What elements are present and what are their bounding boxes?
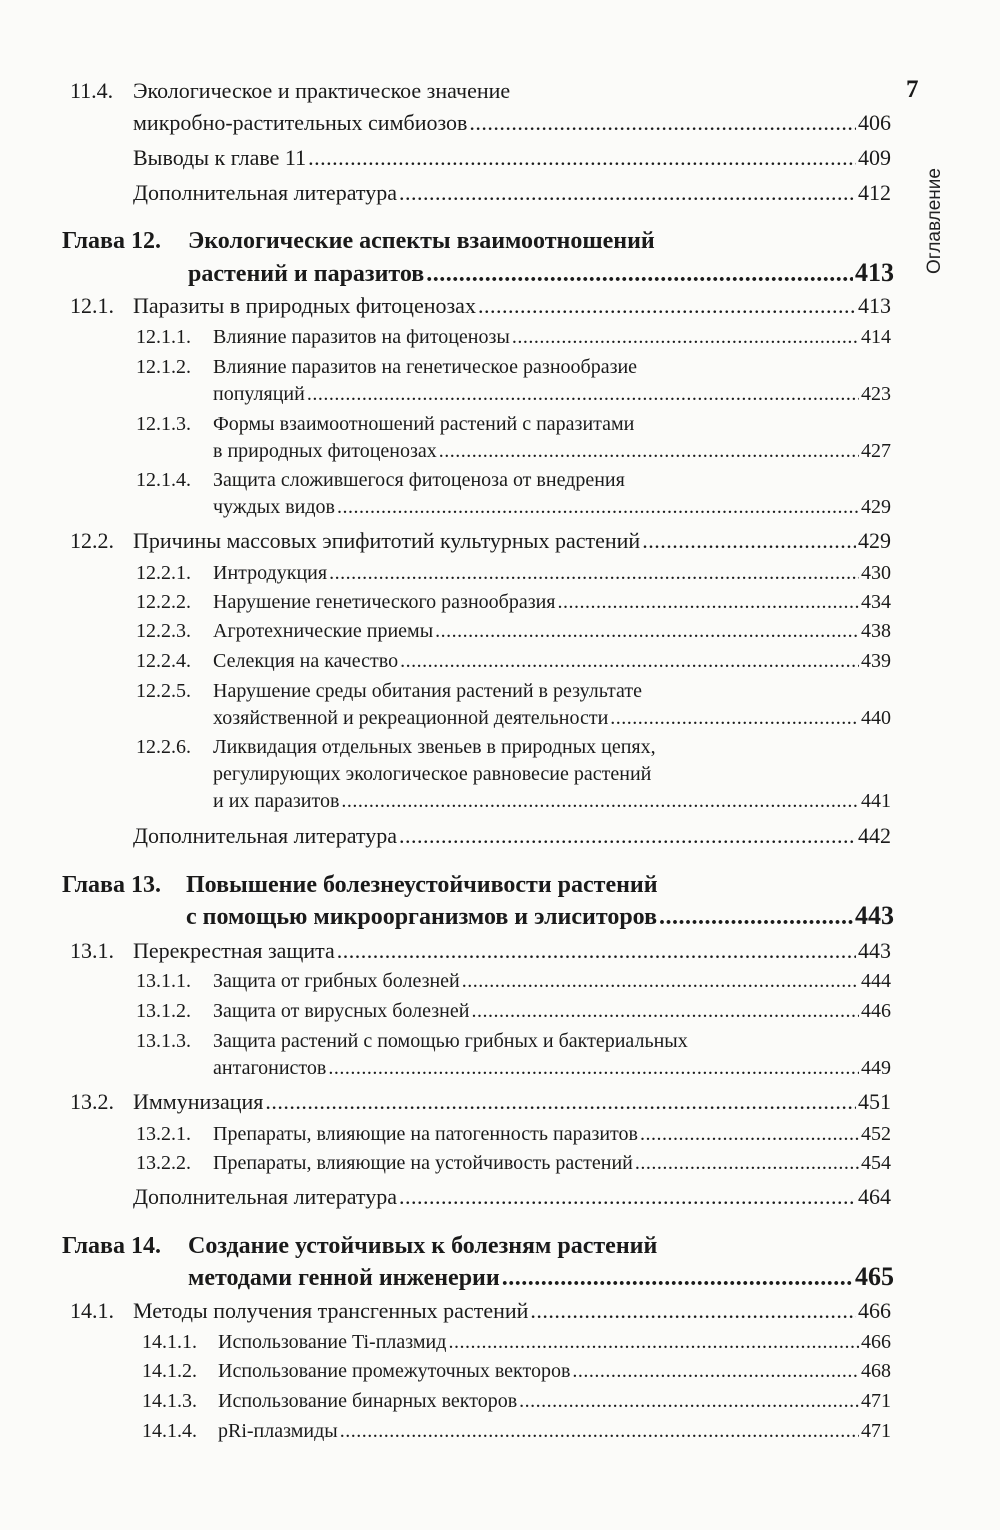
toc-page: 439 [861, 650, 891, 672]
toc-entry[interactable] [218, 1421, 891, 1441]
toc-number: 12.1.3. [136, 413, 191, 435]
toc-chapter-entry[interactable] [188, 260, 894, 286]
toc-title: Перекрестная защита [133, 938, 335, 963]
toc-page: 444 [861, 970, 891, 992]
toc-title: Использование Ti-плазмид [218, 1331, 447, 1353]
toc-number: 14.1.2. [142, 1360, 197, 1382]
toc-title: Выводы к главе 11 [133, 145, 307, 170]
chapter-number: Глава 14. [62, 1233, 161, 1259]
toc-title: чуждых видов [213, 496, 335, 518]
toc-title: Дополнительная литература [133, 823, 397, 848]
page-number: 7 [906, 76, 919, 103]
toc-entry[interactable] [213, 1124, 891, 1144]
toc-title-line[interactable]: Нарушение среды обитания растений в результате [213, 680, 643, 702]
toc-page: 413 [855, 258, 894, 287]
toc-page: 449 [861, 1057, 891, 1079]
toc-title-line[interactable]: Экологическое и практическое значение [133, 78, 511, 103]
toc-page: 427 [861, 440, 891, 462]
toc-entry[interactable] [133, 940, 891, 962]
toc-page: 442 [858, 823, 891, 848]
toc-number: 12.2.6. [136, 736, 191, 758]
toc-page: 466 [861, 1331, 891, 1353]
toc-title: pRi-плазмиды [218, 1420, 338, 1442]
chapter-title: методами генной инженерии [188, 1265, 500, 1291]
toc-page: 465 [855, 1262, 894, 1291]
toc-entry[interactable] [213, 1058, 891, 1078]
toc-number: 14.1.3. [142, 1390, 197, 1412]
toc-title: хозяйственной и рекреационной деятельности [213, 707, 609, 729]
toc-entry[interactable] [218, 1391, 891, 1411]
chapter-title-line[interactable]: Экологические аспекты взаимоотношений [188, 228, 655, 254]
toc-number: 13.1.3. [136, 1030, 191, 1052]
toc-page: 464 [858, 1184, 891, 1209]
toc-number: 12.2.5. [136, 680, 191, 702]
toc-title: Иммунизация [133, 1089, 264, 1114]
toc-title: Методы получения трансгенных растений [133, 1298, 529, 1323]
toc-entry[interactable] [133, 530, 891, 552]
toc-entry[interactable] [133, 825, 891, 847]
toc-title: Защита от вирусных болезней [213, 1000, 470, 1022]
toc-page: 471 [861, 1420, 891, 1442]
toc-page: 466 [858, 1298, 891, 1323]
toc-number: 12.2.2. [136, 591, 191, 613]
chapter-title-line[interactable]: Создание устойчивых к болезням растений [188, 1233, 658, 1259]
toc-title: Препараты, влияющие на патогенность паразитов [213, 1123, 638, 1145]
toc-title: Использование промежуточных векторов [218, 1360, 571, 1382]
toc-page: 440 [861, 707, 891, 729]
toc-number: 13.1. [70, 938, 114, 963]
toc-entry[interactable] [213, 651, 891, 671]
toc-number: 13.2.1. [136, 1123, 191, 1145]
chapter-title: растений и паразитов [188, 261, 425, 287]
toc-entry[interactable] [133, 1300, 891, 1322]
toc-page: 452 [861, 1123, 891, 1145]
toc-entry[interactable] [213, 708, 891, 728]
toc-page: 429 [858, 528, 891, 553]
toc-number: 12.2. [70, 528, 114, 553]
toc-number: 14.1.1. [142, 1331, 197, 1353]
toc-number: 12.2.1. [136, 562, 191, 584]
toc-page: 454 [861, 1152, 891, 1174]
chapter-title: с помощью микроорганизмов и элиситоров [186, 904, 658, 930]
toc-page: 438 [861, 620, 891, 642]
toc-entry[interactable] [218, 1361, 891, 1381]
toc-title-line[interactable]: Влияние паразитов на генетическое разнообразие [213, 356, 638, 378]
toc-title: Интродукция [213, 562, 328, 584]
toc-page: 423 [861, 383, 891, 405]
toc-title-line[interactable]: Защита сложившегося фитоценоза от внедрения [213, 469, 625, 491]
toc-title: Защита от грибных болезней [213, 970, 460, 992]
toc-chapter-entry[interactable] [188, 1264, 894, 1290]
toc-entry[interactable] [133, 1091, 891, 1113]
toc-title: Агротехнические приемы [213, 620, 434, 642]
toc-title: Селекция на качество [213, 650, 399, 672]
toc-title: Причины массовых эпифитотий культурных растений [133, 528, 641, 553]
toc-title-line[interactable]: регулирующих экологическое равновесие растений [213, 763, 652, 785]
toc-number: 11.4. [70, 78, 114, 103]
toc-title: микробно-растительных симбиозов [133, 110, 468, 135]
toc-title-line[interactable]: Защита растений с помощью грибных и бактериальных [213, 1030, 688, 1052]
toc-entry[interactable] [213, 327, 891, 347]
toc-page: 441 [861, 790, 891, 812]
toc-page: 443 [855, 901, 894, 930]
toc-title: Влияние паразитов на фитоценозы [213, 326, 510, 348]
toc-entry[interactable] [213, 497, 891, 517]
toc-number: 14.1. [70, 1298, 114, 1323]
toc-number: 13.2.2. [136, 1152, 191, 1174]
toc-title-line[interactable]: Ликвидация отдельных звеньев в природных цепях, [213, 736, 656, 758]
toc-number: 12.1.4. [136, 469, 191, 491]
toc-number: 12.2.3. [136, 620, 191, 642]
toc-entry[interactable] [133, 147, 891, 169]
chapter-number: Глава 12. [62, 228, 161, 254]
running-head: Оглавление [924, 168, 945, 274]
toc-title: Дополнительная литература [133, 180, 397, 205]
toc-entry[interactable] [213, 971, 891, 991]
toc-title: Дополнительная литература [133, 1184, 397, 1209]
toc-number: 12.1. [70, 293, 114, 318]
toc-chapter-entry[interactable] [186, 903, 894, 929]
toc-entry[interactable] [213, 441, 891, 461]
toc-entry[interactable] [213, 1001, 891, 1021]
toc-page: 429 [861, 496, 891, 518]
toc-entry[interactable] [213, 592, 891, 612]
toc-page: 414 [861, 326, 891, 348]
toc-page: 430 [861, 562, 891, 584]
toc-page: 409 [858, 145, 891, 170]
toc-page: 413 [858, 293, 891, 318]
toc-number: 12.1.2. [136, 356, 191, 378]
toc-page: 468 [861, 1360, 891, 1382]
toc-entry[interactable] [133, 112, 891, 134]
toc-title-line[interactable]: Формы взаимоотношений растений с паразитами [213, 413, 635, 435]
toc-number: 13.1.2. [136, 1000, 191, 1022]
toc-entry[interactable] [133, 295, 891, 317]
toc-number: 13.2. [70, 1089, 114, 1114]
toc-title: Использование бинарных векторов [218, 1390, 518, 1412]
chapter-number: Глава 13. [62, 872, 161, 898]
toc-page: 443 [858, 938, 891, 963]
toc-title: Нарушение генетического разнообразия [213, 591, 556, 613]
toc-number: 12.1.1. [136, 326, 191, 348]
toc-page: 412 [858, 180, 891, 205]
toc-title: Паразиты в природных фитоценозах [133, 293, 476, 318]
toc-entry[interactable] [213, 384, 891, 404]
toc-entry[interactable] [213, 621, 891, 641]
toc-entry[interactable] [133, 1186, 891, 1208]
toc-title: антагонистов [213, 1057, 327, 1079]
toc-entry[interactable] [213, 791, 891, 811]
toc-title: Препараты, влияющие на устойчивость растений [213, 1152, 633, 1174]
toc-page: 434 [861, 591, 891, 613]
toc-entry[interactable] [133, 182, 891, 204]
chapter-title-line[interactable]: Повышение болезнеустойчивости растений [186, 872, 658, 898]
toc-title: популяций [213, 383, 305, 405]
toc-number: 13.1.1. [136, 970, 191, 992]
toc-title: в природных фитоценозах [213, 440, 437, 462]
toc-page: 446 [861, 1000, 891, 1022]
toc-page: 406 [858, 110, 891, 135]
toc-entry[interactable] [213, 1153, 891, 1173]
toc-number: 14.1.4. [142, 1420, 197, 1442]
toc-number: 12.2.4. [136, 650, 191, 672]
toc-entry[interactable] [213, 563, 891, 583]
toc-page: 451 [858, 1089, 891, 1114]
toc-entry[interactable] [218, 1332, 891, 1352]
toc-title: и их паразитов [213, 790, 340, 812]
toc-page: 471 [861, 1390, 891, 1412]
